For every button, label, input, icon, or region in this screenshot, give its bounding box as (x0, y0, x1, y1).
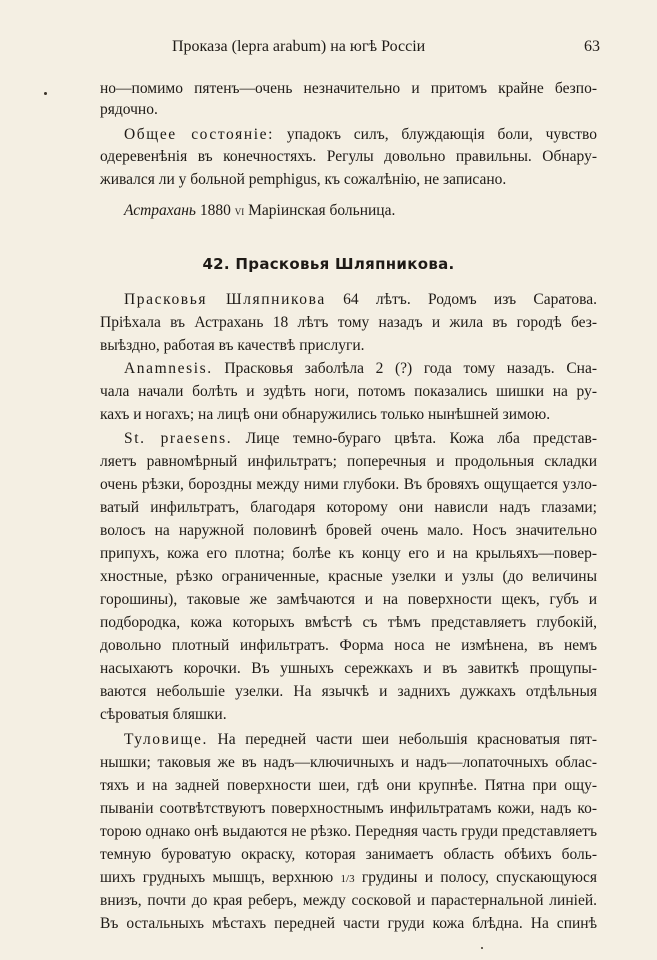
general-state-label: Общее состояніе: (124, 126, 275, 143)
text-line: насыхаютъ корочки. Въ ушныхъ сережкахъ и въ завиткѣ прощупы- (100, 660, 597, 677)
text-line: но—помимо пятенъ—очень незначительно и притомъ крайне безпо- (100, 80, 597, 97)
text-line: подбородка, кожа которыхъ вмѣстѣ съ тѣмъ представляетъ глубокій, (100, 614, 597, 631)
text-line: темную буроватую окраску, которая занимаетъ область обѣихъ боль- (100, 846, 597, 863)
location-hospital: Маріинская больница. (244, 202, 396, 219)
running-title: Проказа (lepra arabum) на югѣ Россіи (172, 38, 426, 55)
text-line: живался ли у больной pemphigus, къ сожалѣнію, не записано. (100, 171, 507, 188)
text-line: пываніи соотвѣтствуютъ поверхностнымъ инфильтратамъ кожи, надъ ко- (100, 800, 597, 817)
location-year: 1880 (195, 202, 235, 219)
text-line: хностные, рѣзко ограниченные, красные узелки и узлы (до величины (100, 568, 597, 585)
text-line (100, 868, 597, 888)
anamnesis-text: Прасковья заболѣла 2 (?) года тому назадъ. Сна- (212, 360, 597, 377)
text-line: сѣроватыя бляшки. (100, 706, 227, 723)
text-line: очень рѣзки, бороздны между ними глубоки. Въ бровяхъ ощущается узло- (100, 476, 597, 493)
text-line: внизъ, почти до края реберъ, между сосковой и парастернальной линіей. (100, 892, 597, 909)
case-42-heading-text: 42. Прасковья Шляпникова. (202, 255, 455, 273)
trunk-label: Туловище. (124, 731, 208, 748)
location-month: VI (234, 207, 245, 217)
text-line: ватый инфильтратъ, благодаря которому они нависли надъ глазами; (100, 499, 597, 516)
margin-speck (44, 92, 47, 95)
text-line (124, 359, 597, 379)
praesens-label: St. praesens. (124, 430, 233, 447)
text-line: выѣздно, работая въ качествѣ прислуги. (100, 337, 365, 354)
text-line: рядочно. (100, 101, 158, 118)
text-line: Пріѣхала въ Астрахань 18 лѣтъ тому назадъ и жила въ городѣ без- (100, 314, 597, 331)
fraction: 1/3 (340, 873, 355, 885)
text-line: ляетъ равномѣрный инфильтратъ; поперечныя и продольныя складки (100, 453, 597, 470)
text-line: волосъ на наружной половинѣ бровей очень мало. Носъ значительно (100, 522, 597, 539)
text-line: кахъ и ногахъ; на лицѣ они обнаружились только нынѣшней зимою. (100, 406, 551, 423)
text-line (124, 125, 597, 145)
location-line (124, 201, 395, 221)
trunk-text-a: шихъ грудныхъ мышцъ, верхнюю (100, 869, 341, 886)
bottom-speck (481, 947, 483, 949)
text-line: торою однако онѣ выдаются не рѣзко. Передняя часть груди представляетъ (100, 823, 597, 840)
text-line: чала начали болѣть и зудѣть ноги, потомъ показались шишки на ру- (100, 383, 597, 400)
text-line: одеревенѣнія въ конечностяхъ. Регулы довольно правильны. Обнару- (100, 148, 597, 165)
patient-intro: 64 лѣтъ. Родомъ изъ Саратова. (325, 291, 597, 308)
text-line: ваются небольшіе узелки. На язычкѣ и заднихъ дужкахъ отдѣльныя (100, 683, 597, 700)
page-number: 63 (584, 38, 600, 55)
text-line: припухъ, кожа его плотна; болѣе къ концу его и на крыльяхъ—повер- (100, 545, 597, 562)
text-line (124, 730, 597, 750)
text-line: горошины), таковые же замѣчаются и на поверхности щекъ, губъ и (100, 591, 597, 608)
praesens-text: Лице темно-бураго цвѣта. Кожа лба представ- (232, 430, 597, 447)
text-line (124, 429, 597, 449)
trunk-text-b: грудины и полосу, спускающуюся (354, 869, 597, 886)
location-city: Астрахань (124, 202, 196, 219)
text-line: довольно плотный инфильтратъ. Форма носа не измѣнена, въ немъ (100, 637, 597, 654)
patient-name: Прасковья Шляпникова (124, 291, 326, 308)
case-42-heading (0, 255, 657, 273)
anamnesis-label: Anamnesis. (124, 360, 213, 377)
text-line: нышки; таковыя же въ надъ—ключичныхъ и надъ—лопаточныхъ облас- (100, 754, 597, 771)
page-header (100, 38, 600, 60)
trunk-text: На передней части шеи небольшія красноватыя пят- (207, 731, 597, 748)
text-line: Въ остальныхъ мѣстахъ передней части груди кожа блѣдна. На спинѣ (100, 915, 597, 932)
text-line (124, 290, 597, 310)
text-line: тяхъ и на задней поверхности шеи, гдѣ они крупнѣе. Пятна при ощу- (100, 777, 597, 794)
general-state-text: упадокъ силъ, блуждающія боли, чувство (274, 126, 597, 143)
